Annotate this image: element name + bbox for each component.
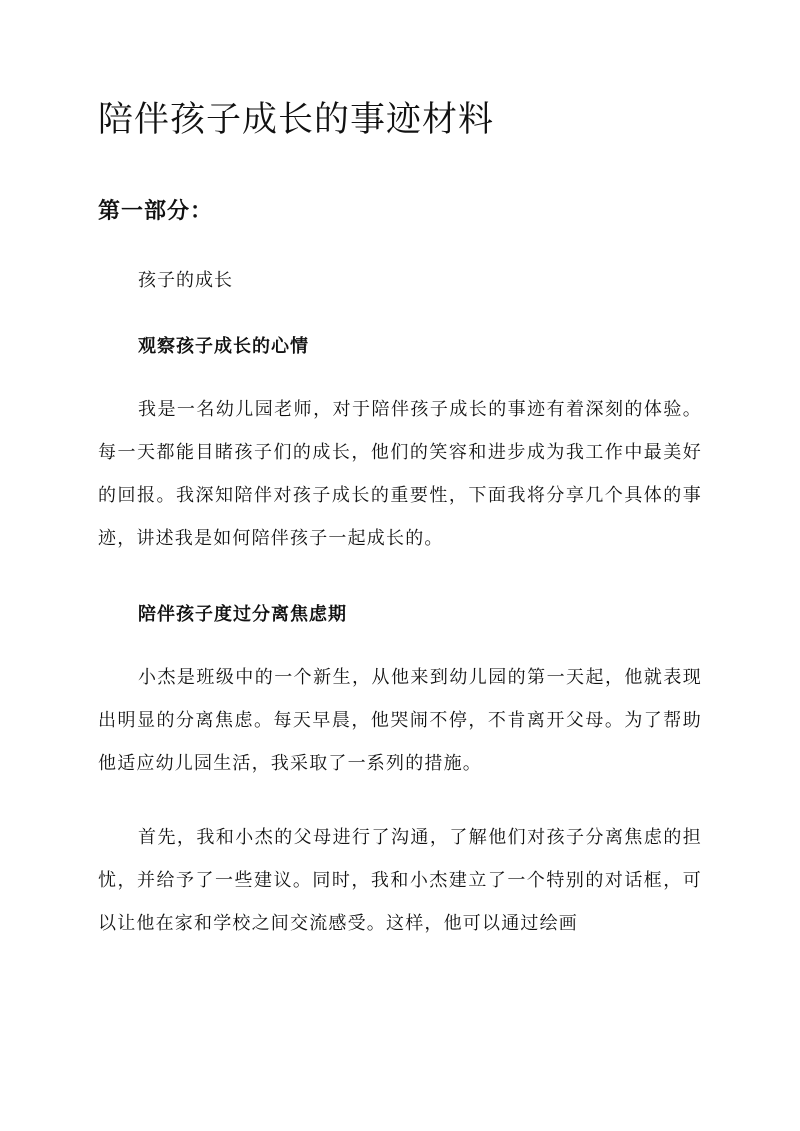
part-heading: 第一部分： <box>98 198 214 224</box>
subheading-observe-growth: 观察孩子成长的心情 <box>138 336 309 357</box>
paragraph-measures: 首先，我和小杰的父母进行了沟通，了解他们对孩子分离焦虑的担忧，并给予了一些建议。同时，我和小杰建立了一个特别的对话框，可以让他在家和学校之间交流感受。这样，他可以通过绘画 <box>98 827 702 934</box>
paragraph-intro: 我是一名幼儿园老师，对于陪伴孩子成长的事迹有着深刻的体验。每一天都能目睹孩子们的成长，他们的笑容和进步成为我工作中最美好的回报。我深知陪伴对孩子成长的重要性，下面我将分享几个具体的事迹，讲述我是如何陪伴孩子一起成长的。 <box>98 399 702 549</box>
paragraph-xiaojie: 小杰是班级中的一个新生，从他来到幼儿园的第一天起，他就表现出明显的分离焦虑。每天早晨，他哭闹不停，不肯离开父母。为了帮助他适应幼儿园生活，我采取了一系列的措施。 <box>98 667 702 774</box>
subheading-separation-anxiety: 陪伴孩子度过分离焦虑期 <box>138 604 347 625</box>
document-title: 陪伴孩子成长的事迹材料 <box>98 100 495 140</box>
section-label: 孩子的成长 <box>138 270 233 291</box>
